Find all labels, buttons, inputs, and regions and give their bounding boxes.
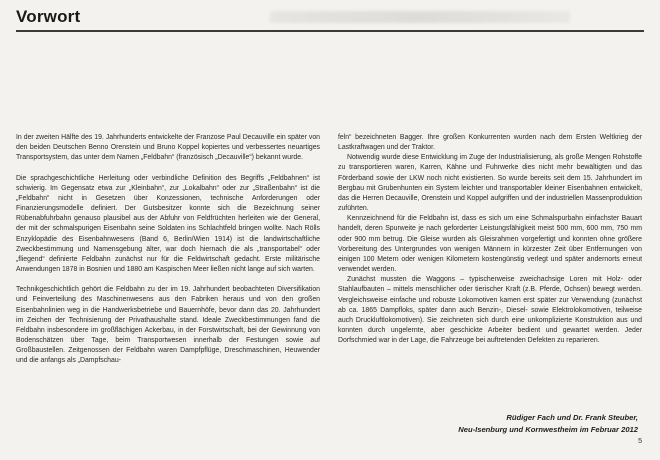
signature-place-date: Neu-Isenburg und Kornwestheim im Februar 2012 xyxy=(458,425,638,434)
title-rule xyxy=(16,30,644,32)
right-column xyxy=(338,133,642,346)
paragraph-intro: In der zweiten Hälfte des 19. Jahrhunderts entwickelte der Franzose Paul Decauville ein später von den beiden Deutschen Benno Orenstein und Bruno Koppel kopiertes und verbessertes neuartiges Transportsystem, das unter dem Namen „Feldbahn“ (französisch „Decauville“) bekannt wurde. xyxy=(16,134,320,162)
paragraph-industrialisierung: Notwendig wurde diese Entwicklung im Zuge der Industrialisierung, als große Mengen Rohstoffe zu transportieren waren, Karren, Kähne und Fuhrwerke dies nicht mehr bewältigten und das Förderband sowie der LKW noch nicht existierten. So wurde bereits seit dem 15. Jahrhundert im Bergbau mit Grubenhunten ein System leichter und transportabler kleiner Eisenbahnen entwickelt, das die Herren Decauville, Orenstein und Koppel aufgriffen und der industriellen Massenproduktion zuführten. xyxy=(338,154,642,213)
paragraph-definition: Die sprachgeschichtliche Herleitung oder verbindliche Definition des Begriffs „Feldbahnen“ ist schwierig. Im Gegensatz etwa zur „Kleinbahn“, zur „Lokalbahn“ oder zur „Straßenbahn“ ist die „Feldbahn“ nicht in Gesetzen über Konzessionen, technische Anforderungen oder Finanzierungsmodelle definiert. Der Gutsbesitzer konnte sich die Bezeichnung seiner Rübenabfuhrbahn genauso plausibel aus der Abfuhr von Feldfrüchten herleiten wie der General, der mit der schmalspurigen Eisenbahn seine Soldaten ins Schlachtfeld bringen wollte. Nach Rölls Enzyklopädie des Eisenbahnwesens (Band 6, Berlin/Wien 1914) ist die landwirtschaftliche Zweckbestimmung und Namensgebung älter, war doch hiernach die als „transportabel“ oder „fliegend“ definierte Feldbahn zunächst nur für die Feldwirtschaft gedacht. Erste militärische Anwendungen 1878 in Bosnien und 1880 am Kaspischen Meer ließen nicht lange auf sich warten. xyxy=(16,174,320,274)
paragraph-kennzeichnend: Kennzeichnend für die Feldbahn ist, dass es sich um eine Schmalspurbahn einfachster Bauart handelt, deren Spurweite je nach geforderter Leistungsfähigkeit meist 500 mm, 600 mm, 750 mm oder 900 mm betrug. Die Gleise wurden als Gleisrahmen vorgefertigt und konnten ohne größere Vorbereitung des Untergrundes von wenigen Männern in kürzester Zeit über Entfernungen von einigen 100 Metern oder wenigen Kilometern kostengünstig verlegt und später andernorts erneut verwendet werden. xyxy=(338,215,642,274)
paragraph-waggons: Zunächst mussten die Waggons – typischerweise zweichachsige Loren mit Holz- oder Stahlaufbauten – mittels menschlicher oder tierischer Kraft (z.B. Pferde, Ochsen) bewegt werden. Vergleichsweise einfache und robuste Lokomotiven kamen erst später zur Verwendung (zunächst ab ca. 1865 Dampfloks, später dann auch Benzin-, Diesel- sowie Elektrolokomotiven, teilweise auch Druckluftlokomotiven). Sie zeichneten sich durch eine unkomplizierte Konstruktion aus und konnten durch ungelernte, aber geschickte Arbeiter bedient und gewartet werden. Jeder Dorfschmied war in der Lage, die Fahrzeuge bei auftretenden Defekten zu reparieren. xyxy=(338,276,642,345)
show-through-text xyxy=(270,11,570,23)
signature-authors: Rüdiger Fach und Dr. Frank Steuber, xyxy=(506,413,638,422)
left-column xyxy=(16,133,320,367)
page-number: 5 xyxy=(638,438,642,445)
signature xyxy=(458,412,638,436)
page-title: Vorwort xyxy=(16,7,81,26)
paragraph-continued: feln“ bezeichneten Bagger. Ihre großen Konkurrenten wurden nach dem Ersten Weltkrieg der Lastkraftwagen und der Traktor. xyxy=(338,134,642,152)
paragraph-technikgeschichte: Technikgeschichtlich gehört die Feldbahn zu der im 19. Jahrhundert beobachteten Diversifikation und Feinverteilung des Maschinenwesens aus den Fabriken heraus und von den großen Eisenbahnlinien weg in die Handwerksbetriebe und Bauernhöfe, bevor dann das 20. Jahrhundert im Zeichen der Technisierung der Privathaushalte stand. Ideale Zweckbestimmungen fand die Feldbahn insbesondere im großflächigen Ackerbau, in der Forstwirtschaft, bei der Gewinnung von Bodenschätzen über Tage, beim Transportwesen innerhalb der Festungen sowie auf Großbaustellen. Zeitgenossen der Feldbahn waren Dampfpflüge, Dreschmaschinen, Heuwender und die anfangs als „Dampfschau- xyxy=(16,286,320,365)
